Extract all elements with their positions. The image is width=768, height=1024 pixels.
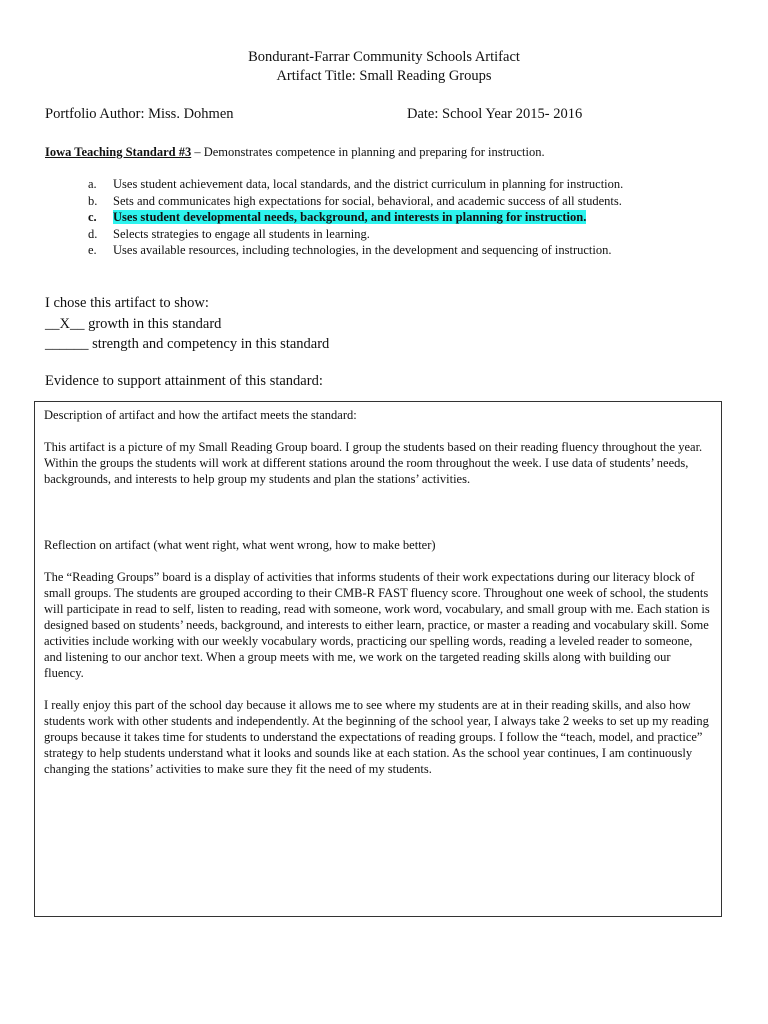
criteria-letter: e. (88, 243, 97, 257)
reflection-paragraph-1: The “Reading Groups” board is a display of activities that informs students of their work expectations during our literacy block of small groups. The students are grouped according to their CMB-R FAST fluency score. Throughout one week of school, the students will participate in read to self, listen to reading, read with someone, work word, vocabulary, and small group with me. Each station is designed based on students’ needs, background, and interests to either learn, practice, or master a reading and vocabulary skill. Some activities include working with our weekly vocabulary words, practicing our spelling words, reading a leveled reader to someone, and listening to our anchor text. When a group meets with me, we work on the targeted reading skills along with building our fluency. (44, 570, 710, 680)
description-text: This artifact is a picture of my Small Reading Group board. I group the students based on their reading fluency throughout the year. Within the groups the students will work at different stations around the room throughout the week. I use data of students’ needs, backgrounds, and interests to help group my students and plan the stations’ activities. (44, 440, 703, 486)
meta-row (45, 106, 725, 123)
criteria-item (88, 176, 728, 193)
criteria-letter: a. (88, 177, 97, 191)
evidence-box (34, 401, 722, 917)
standard-description: – Demonstrates competence in planning and preparing for instruction. (191, 145, 545, 159)
evidence-label: Evidence to support attainment of this standard: (45, 373, 323, 389)
criteria-item (88, 193, 728, 210)
criteria-item-highlighted (88, 209, 728, 226)
standard-title: Iowa Teaching Standard #3 (45, 145, 192, 159)
choice-intro: I chose this artifact to show: (45, 295, 209, 311)
criteria-letter: d. (88, 226, 98, 241)
description-heading: Description of artifact and how the artifact meets the standard: (44, 408, 357, 422)
criteria-item (88, 242, 728, 259)
criteria-text: Uses student achievement data, local standards, and the district curriculum in planning for instruction. (113, 177, 624, 191)
choice-growth: __X__ growth in this standard (45, 315, 222, 332)
criteria-text: Uses student developmental needs, background, and interests in planning for instruction. (113, 210, 587, 224)
criteria-list (88, 176, 728, 259)
criteria-item (88, 226, 728, 243)
choice-section (45, 293, 725, 355)
portfolio-author: Portfolio Author: Miss. Dohmen (45, 106, 234, 122)
artifact-title: Artifact Title: Small Reading Groups (276, 68, 492, 84)
standard-statement (45, 145, 735, 160)
criteria-text: Selects strategies to engage all students in learning. (113, 226, 370, 241)
criteria-letter: c. (88, 210, 97, 224)
criteria-letter: b. (88, 193, 98, 208)
reflection-heading: Reflection on artifact (what went right, what went wrong, how to make better) (44, 538, 436, 552)
date: Date: School Year 2015- 2016 (407, 106, 583, 122)
criteria-text: Uses available resources, including technologies, in the development and sequencing of instruction. (113, 243, 612, 257)
school-title: Bondurant-Farrar Community Schools Artifact (248, 49, 520, 65)
document-header (0, 48, 768, 86)
choice-strength: ______ strength and competency in this standard (45, 336, 330, 352)
criteria-text: Sets and communicates high expectations for social, behavioral, and academic success of all students. (113, 193, 622, 208)
reflection-paragraph-2: I really enjoy this part of the school day because it allows me to see where my students are at in their reading skills, and also how students work with other students and independently. At the beginning of the school year, I always take 2 weeks to set up my reading groups because it takes time for students to understand the expectations of reading groups. I follow the “teach, model, and practice” strategy to help students understand what it looks and sounds like at each station. As the school year continues, I am continuously changing the stations’ activities to make sure they fit the need of my students. (44, 698, 709, 776)
